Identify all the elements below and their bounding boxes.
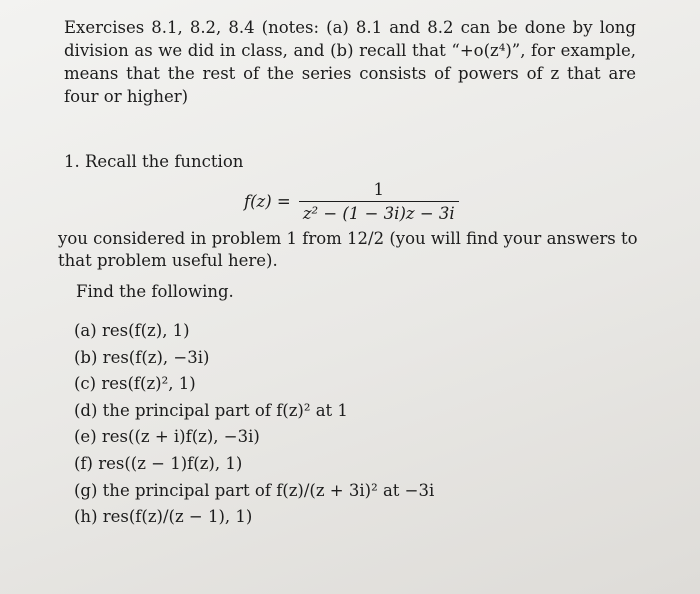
parts-list xyxy=(74,318,434,531)
function-formula xyxy=(244,180,459,223)
problem-intro: 1. Recall the function xyxy=(64,152,244,171)
problem-context: you considered in problem 1 from 12/2 (you will find your answers to that problem useful here). xyxy=(58,229,638,270)
formula-fraction xyxy=(299,180,459,223)
formula-lhs: f(z) = xyxy=(244,192,291,211)
exercise-notes: Exercises 8.1, 8.2, 8.4 (notes: (a) 8.1 and 8.2 can be done by long division as we did in class, and (b) recall that “+o(z⁴)”, for example, means that the rest of the series consists of powers of z that are four or higher) xyxy=(64,18,636,106)
part-g: (g) the principal part of f(z)/(z + 3i)² at −3i xyxy=(74,480,435,500)
part-f: (f) res((z − 1)f(z), 1) xyxy=(74,453,243,473)
formula-denominator: z² − (1 − 3i)z − 3i xyxy=(302,204,455,223)
find-instruction: Find the following. xyxy=(76,282,234,301)
part-c: (c) res(f(z)², 1) xyxy=(74,374,196,394)
part-h: (h) res(f(z)/(z − 1), 1) xyxy=(74,507,253,527)
part-d: (d) the principal part of f(z)² at 1 xyxy=(74,400,348,420)
formula-numerator: 1 xyxy=(373,180,384,199)
part-a: (a) res(f(z), 1) xyxy=(74,321,190,340)
part-b: (b) res(f(z), −3i) xyxy=(74,347,210,367)
part-e: (e) res((z + i)f(z), −3i) xyxy=(74,427,260,447)
